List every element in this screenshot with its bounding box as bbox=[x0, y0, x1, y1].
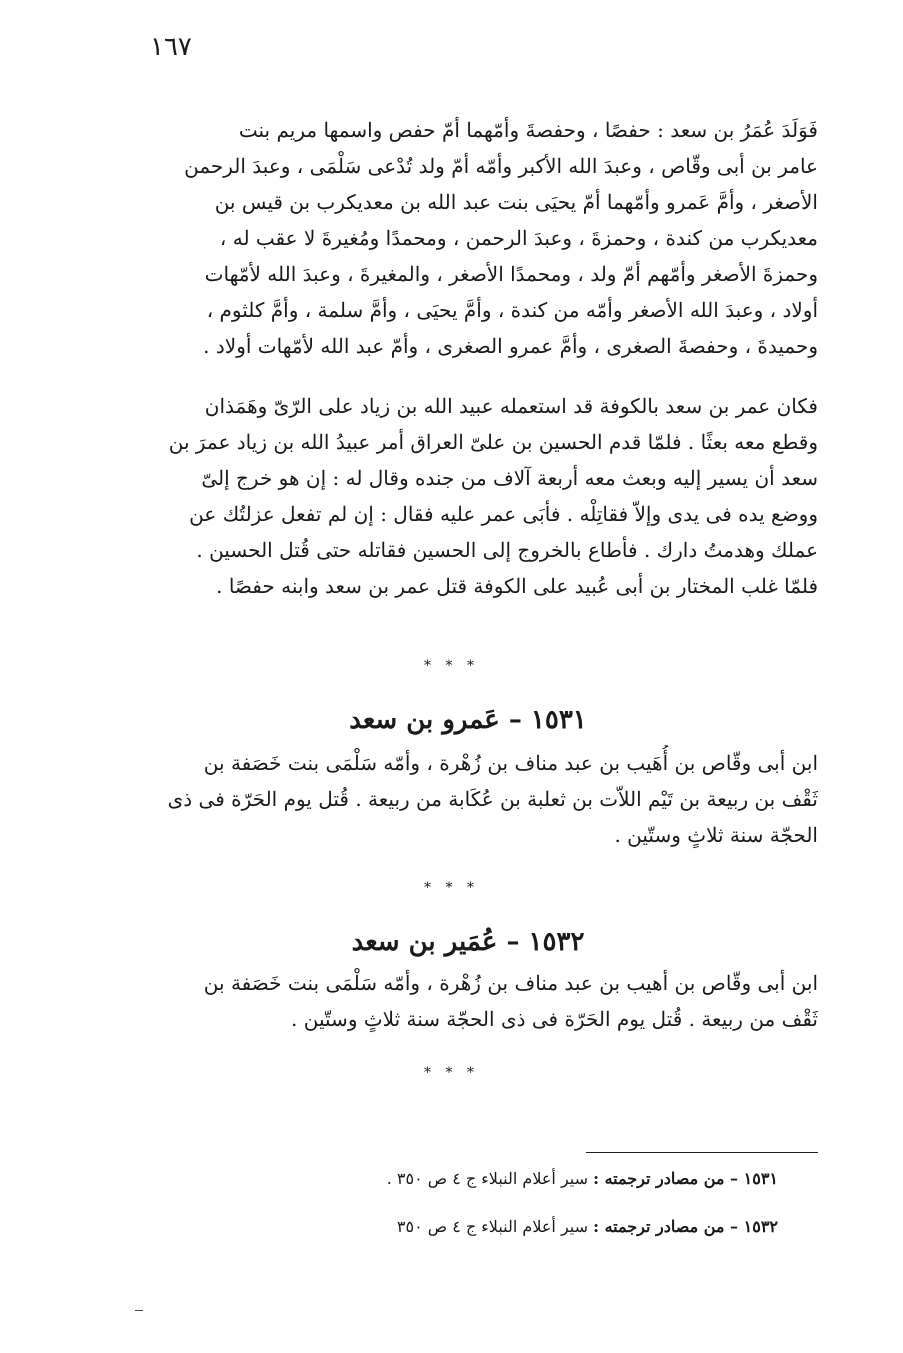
page-number: ١٦٧ bbox=[150, 32, 192, 62]
text-line: ثَقْف بن ربيعة بن تَيْم اللاّت بن ثعلبة بن عُكَابة من ربيعة . قُتل يوم الحَرّة فى ذى bbox=[167, 787, 818, 811]
paragraph-kufa-events bbox=[118, 388, 818, 604]
text-line: فَوَلَدَ عُمَرُ بن سعد : حفصًا ، وحفصةَ وأمّهما أمّ حفص واسمها مريم بنت bbox=[238, 118, 818, 142]
entry-body-1531 bbox=[118, 745, 818, 853]
paragraph-sons-of-umar bbox=[118, 112, 818, 364]
text-line: وحميدةَ ، وحفصةَ الصغرى ، وأمَّ عمرو الصغرى ، وأمّ عبد الله لأمّهات أولاد . bbox=[203, 334, 818, 358]
text-line: فلمّا غلب المختار بن أبى عُبيد على الكوفة قتل عمر بن سعد وابنه حفصًا . bbox=[216, 574, 818, 598]
entry-heading-1532: ١٥٣٢ – عُمَير بن سعد bbox=[351, 927, 585, 957]
footnote-label: ١٥٣٢ – من مصادر ترجمته : bbox=[593, 1217, 778, 1236]
footnote-source: سير أعلام النبلاء ج ٤ ص ٣٥٠ bbox=[396, 1217, 589, 1236]
text-line: معديكرب من كندة ، وحمزةَ ، وعبدَ الرحمن ، ومحمدًا ومُغيرةَ لا عقب له ، bbox=[219, 226, 818, 250]
footnote-1531 bbox=[387, 1166, 778, 1192]
text-line: أولاد ، وعبدَ الله الأصغر وأمّه من كندة ، وأمَّ يحيَى ، وأمَّ سلمة ، وأمَّ كلثوم ، bbox=[206, 298, 818, 322]
text-line: وحمزةَ الأصغر وأمّهم أمّ ولد ، ومحمدًا الأصغر ، والمغيرةَ ، وعبدَ الله لأمّهات bbox=[204, 262, 818, 286]
footnote-label: ١٥٣١ – من مصادر ترجمته : bbox=[593, 1169, 778, 1188]
footnote-1532 bbox=[397, 1214, 778, 1240]
footnote-source: سير أعلام النبلاء ج ٤ ص ٣٥٠ . bbox=[386, 1169, 589, 1188]
text-line: الحجّة سنة ثلاثٍ وستّين . bbox=[614, 823, 818, 847]
text-line: وقطع معه بعثًا . فلمّا قدم الحسين بن علىّ العراق أمر عبيدُ الله بن زياد عمرَ بن bbox=[168, 430, 818, 454]
text-line: سعد أن يسير إليه وبعث معه أربعة آلاف من جنده وقال له : إن هو خرج إلىّ bbox=[201, 466, 818, 490]
section-separator: * * * bbox=[424, 880, 479, 896]
margin-mark bbox=[135, 1310, 143, 1311]
entry-heading-1531: ١٥٣١ – عَمرو بن سعد bbox=[349, 705, 587, 735]
text-line: ابن أبى وقّاص بن أهيب بن عبد مناف بن زُهْرة ، وأمّه سَلْمَى بنت خَصَفة بن bbox=[203, 971, 818, 995]
text-line: ثَقْف من ربيعة . قُتل يوم الحَرّة فى ذى الحجّة سنة ثلاثٍ وستّين . bbox=[291, 1007, 818, 1031]
text-line: عامر بن أبى وقّاص ، وعبدَ الله الأكبر وأمّه أمّ ولد تُدْعى سَلْمَى ، وعبدَ الرحمن bbox=[184, 154, 818, 178]
section-separator: * * * bbox=[424, 658, 479, 674]
footnote-divider bbox=[586, 1152, 818, 1153]
text-line: ابن أبى وقّاص بن أُهَيب بن عبد مناف بن زُهْرة ، وأمّه سَلْمَى بنت خَصَفة بن bbox=[203, 751, 818, 775]
text-line: عملك وهدمتُ دارك . فأطاع بالخروج إلى الحسين فقاتله حتى قُتل الحسين . bbox=[196, 538, 818, 562]
entry-body-1532 bbox=[118, 965, 818, 1037]
text-line: الأصغر ، وأمَّ عَمرو وأمّهما أمّ يحيَى بنت عبد الله بن معديكرب بن قيس بن bbox=[214, 190, 818, 214]
text-line: ووضع يده فى يدى وإلاّ فقاتِلْه . فأبَى عمر عليه فقال : إن لم تفعل عزلتُك عن bbox=[189, 502, 818, 526]
section-separator: * * * bbox=[424, 1065, 479, 1081]
text-line: فكان عمر بن سعد بالكوفة قد استعمله عبيد الله بن زياد على الرّىّ وهَمَذان bbox=[204, 394, 818, 418]
